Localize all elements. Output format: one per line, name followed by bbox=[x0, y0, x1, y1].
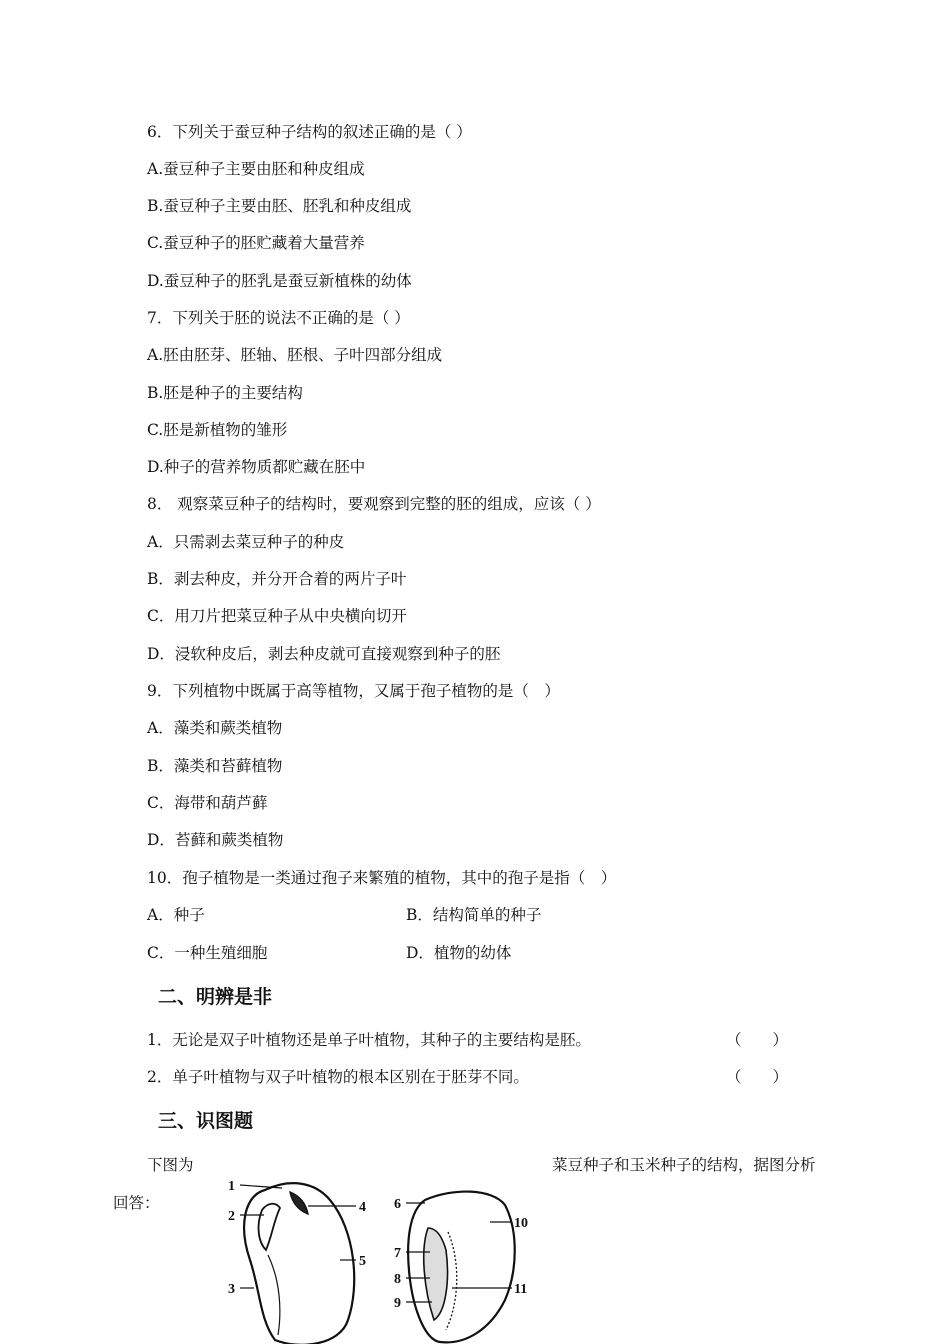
section-3-title: 三、识图题 bbox=[158, 1110, 254, 1132]
question-8-stem: 8． 观察菜豆种子的结构时，要观察到完整的胚的组成，应该（ ） bbox=[147, 495, 601, 513]
figure-intro-continuation: 回答： bbox=[113, 1194, 160, 1212]
figure-label-10: 10 bbox=[514, 1216, 528, 1231]
question-10-option-b: B．结构简单的种子 bbox=[406, 906, 542, 924]
figure-label-8: 8 bbox=[394, 1272, 401, 1287]
judgement-answer-blank-1[interactable]: （ ） bbox=[726, 1031, 789, 1049]
question-6-option-d: D.蚕豆种子的胚乳是蚕豆新植株的幼体 bbox=[147, 272, 412, 290]
question-9-option-b: B．藻类和苔藓植物 bbox=[147, 757, 283, 775]
figure-label-5: 5 bbox=[359, 1254, 366, 1269]
figure-label-11: 11 bbox=[514, 1282, 528, 1297]
question-9-stem: 9．下列植物中既属于高等植物，又属于孢子植物的是（ ） bbox=[147, 682, 560, 700]
question-6-stem: 6．下列关于蚕豆种子结构的叙述正确的是（ ） bbox=[147, 123, 472, 141]
bean-embryo bbox=[259, 1204, 280, 1250]
figure-intro-right: 菜豆种子和玉米种子的结构，据图分析 bbox=[552, 1156, 816, 1174]
figure-label-7: 7 bbox=[394, 1246, 401, 1261]
question-10-stem: 10．孢子植物是一类通过孢子来繁殖的植物，其中的孢子是指（ ） bbox=[147, 869, 617, 887]
question-8-option-c: C．用刀片把菜豆种子从中央横向切开 bbox=[147, 607, 407, 625]
bean-cotyledon-edge bbox=[268, 1255, 280, 1335]
question-7-stem: 7．下列关于胚的说法不正确的是（ ） bbox=[147, 309, 410, 327]
question-10-option-a: A．种子 bbox=[147, 906, 205, 924]
question-8-option-d: D．浸软种皮后，剥去种皮就可直接观察到种子的胚 bbox=[147, 645, 501, 663]
question-8-option-a: A．只需剥去菜豆种子的种皮 bbox=[147, 533, 345, 551]
figure-label-9: 9 bbox=[394, 1296, 401, 1311]
question-6-option-b: B.蚕豆种子主要由胚、胚乳和种皮组成 bbox=[147, 197, 412, 215]
judgement-item-1: 1．无论是双子叶植物还是单子叶植物，其种子的主要结构是胚。 bbox=[147, 1031, 591, 1049]
figure-label-6: 6 bbox=[394, 1197, 401, 1212]
question-7-option-c: C.胚是新植物的雏形 bbox=[147, 421, 288, 439]
question-9-option-c: C．海带和葫芦藓 bbox=[147, 794, 268, 812]
seed-structure-figure bbox=[220, 1170, 550, 1344]
figure-label-1: 1 bbox=[228, 1179, 235, 1194]
question-6-option-c: C.蚕豆种子的胚贮藏着大量营养 bbox=[147, 234, 365, 252]
figure-label-4: 4 bbox=[359, 1200, 366, 1215]
figure-label-2: 2 bbox=[228, 1209, 235, 1224]
figure-label-3: 3 bbox=[228, 1282, 235, 1297]
question-7-option-d: D.种子的营养物质都贮藏在胚中 bbox=[147, 458, 366, 476]
question-9-option-d: D．苔藓和蕨类植物 bbox=[147, 831, 284, 849]
bean-plumule bbox=[290, 1192, 308, 1214]
corn-embryo bbox=[424, 1228, 448, 1320]
question-8-option-b: B．剥去种皮，并分开合着的两片子叶 bbox=[147, 570, 407, 588]
question-10-option-c: C．一种生殖细胞 bbox=[147, 944, 268, 962]
section-2-title: 二、明辨是非 bbox=[158, 986, 273, 1008]
judgement-item-2: 2．单子叶植物与双子叶植物的根本区别在于胚芽不同。 bbox=[147, 1068, 529, 1086]
question-6-option-a: A.蚕豆种子主要由胚和种皮组成 bbox=[147, 160, 365, 178]
question-7-option-a: A.胚由胚芽、胚轴、胚根、子叶四部分组成 bbox=[147, 346, 443, 364]
judgement-answer-blank-2[interactable]: （ ） bbox=[726, 1068, 789, 1086]
figure-intro-left: 下图为 bbox=[147, 1156, 194, 1174]
question-10-option-d: D．植物的幼体 bbox=[406, 944, 512, 962]
question-7-option-b: B.胚是种子的主要结构 bbox=[147, 384, 303, 402]
question-9-option-a: A．藻类和蕨类植物 bbox=[147, 719, 283, 737]
